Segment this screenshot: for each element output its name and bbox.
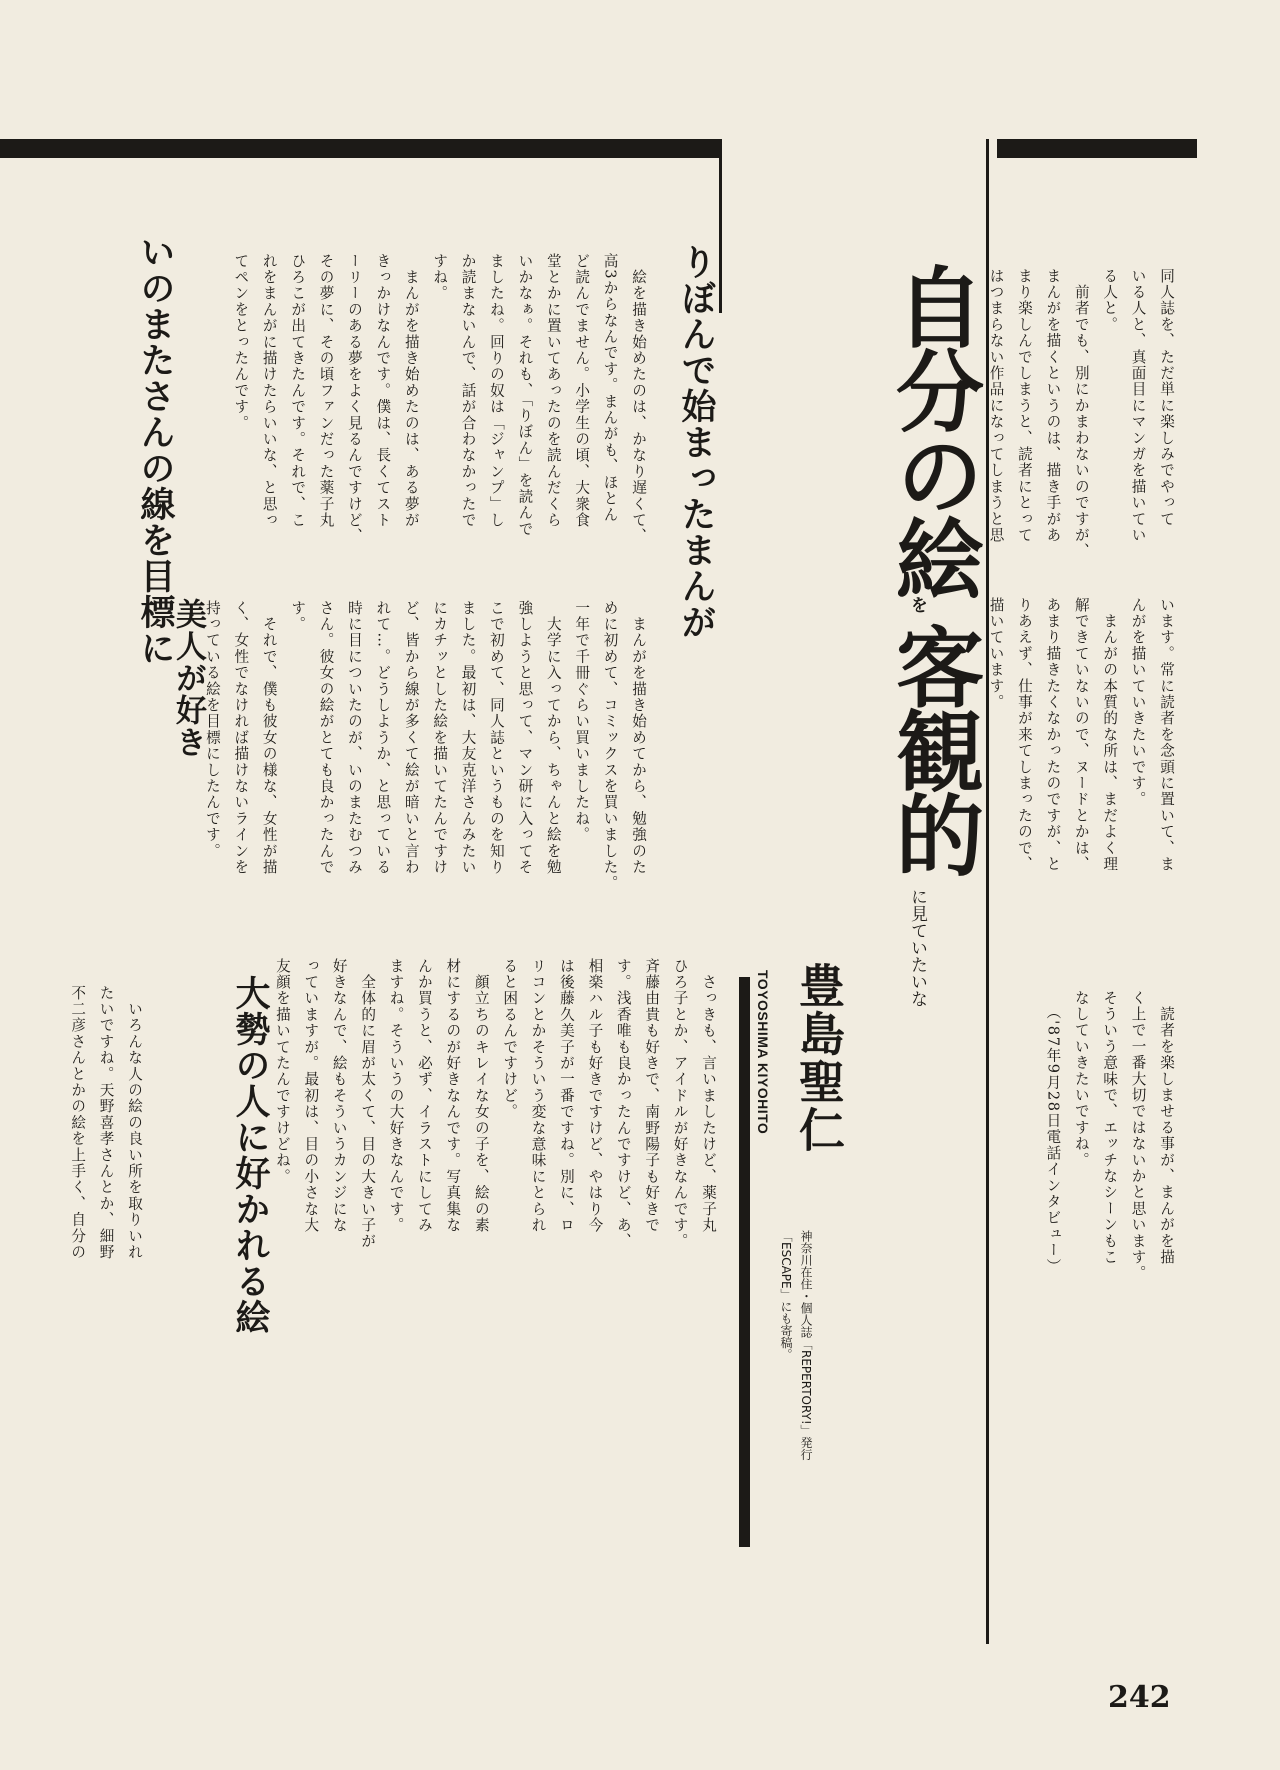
left-lower-b-line: 不二彦さんとかの絵を上手く、自分の xyxy=(69,985,87,1261)
left-lower-a-line: 斉藤由貴も好きで、南野陽子も好きで xyxy=(643,958,661,1234)
left-upper-b-line: ど、皆から線が多くて絵が暗いと言わ xyxy=(402,600,420,876)
left-upper-a-line: か読まないんで、話が合わなかったで xyxy=(459,253,477,529)
left-upper-a-line: きっかけなんです。僕は、長くてスト xyxy=(374,253,392,529)
left-upper-a-line: ど読んでません。小学生の頃、大衆食 xyxy=(573,253,591,529)
left-upper-b-line: 強しようと思って、マン研に入ってそ xyxy=(516,600,534,876)
left-lower-a-line: んか買うと、必ず、イラストにしてみ xyxy=(415,958,433,1234)
left-lower-a-line: 相楽ハル子も好きですけど、やはり今 xyxy=(586,958,604,1234)
right-middle-line: まんがの本質的な所は、まだよく理 xyxy=(1101,597,1119,873)
right-upper-line: 前者でも、別にかまわないのですが、 xyxy=(1072,268,1090,560)
left-lower-b-line: たいですね。天野喜孝さんとか、細野 xyxy=(97,985,115,1261)
right-middle-line: りあえず、仕事が来てしまったので、 xyxy=(1015,597,1033,873)
left-upper-b-line: 持っている絵を目標にしたんです。 xyxy=(203,600,221,860)
left-upper-b-line: 一年で千冊ぐらい買いましたね。 xyxy=(573,600,591,843)
left-lower-a-line: は後藤久美子が一番ですね。別に、ロ xyxy=(557,958,575,1234)
left-lower-a-line: 材にするのが好きなんです。写真集な xyxy=(444,958,462,1234)
right-upper-line: る人と。 xyxy=(1101,268,1119,333)
right-upper-line: まり楽しんでしまうと、読者にとって xyxy=(1015,268,1033,544)
main-title-part1: 自分の絵 xyxy=(882,262,985,598)
left-upper-a-line: 絵を描き始めたのは、かなり遅くて、 xyxy=(630,253,647,545)
left-upper-b-line: さん。彼女の絵がとても良かったんで xyxy=(317,600,335,876)
left-upper-a-line: ましたね。回りの奴は「ジャンプ」し xyxy=(487,253,505,529)
left-upper-text-b xyxy=(198,600,653,918)
top-rule-left xyxy=(0,139,722,158)
left-upper-a-line: まんがを描き始めたのは、ある夢が xyxy=(402,253,420,529)
left-upper-a-line: 高3からなんです。まんがも、ほとん xyxy=(601,253,619,524)
right-upper-text xyxy=(981,268,1180,573)
heading-taisei: 大勢の人に好かれる絵 xyxy=(230,975,270,1335)
left-lower-a-line: さっきも、言いましたけど、薬子丸 xyxy=(700,958,717,1234)
left-upper-b-line: それで、僕も彼女の様な、女性が描 xyxy=(260,600,278,876)
right-middle-line: んがを描いていきたいです。 xyxy=(1129,597,1147,808)
main-title-particle: を xyxy=(907,596,927,613)
author-name: 豊島聖仁 xyxy=(792,962,846,1154)
right-lower-line: く上で一番大切ではないかと思います。 xyxy=(1129,990,1147,1282)
left-lower-a-line: 顔立ちのキレイな女の子を、絵の素 xyxy=(472,958,490,1234)
left-lower-a-line: っていますが。最初は、目の小さな大 xyxy=(302,958,320,1234)
right-lower-line: 読者を楽しませる事が、まんがを描 xyxy=(1158,990,1175,1266)
left-upper-b-line: れて…。どうしようか、と思っている xyxy=(374,600,392,876)
main-title-suffix: に見ていたいな xyxy=(907,888,927,1007)
left-upper-b-line: めに初めて、コミックスを買いました。 xyxy=(601,600,619,892)
left-lower-a-line: ると困るんですけど。 xyxy=(501,958,519,1120)
main-title-part2: 客観的 xyxy=(882,622,985,874)
right-middle-line: あまり描きたくなかったのですが、と xyxy=(1044,597,1062,873)
heading-bijin: 美人が好き xyxy=(170,598,206,758)
left-lower-a-line: ひろ子とか、アイドルが好きなんです。 xyxy=(671,958,689,1250)
left-upper-b-line: にカチッとした絵を描いてたんですけ xyxy=(431,600,449,876)
heading-inomata: いのまたさんの線を目標に xyxy=(135,234,175,666)
left-lower-text-b xyxy=(63,985,148,1305)
right-upper-line: いる人と、真面目にマンガを描いてい xyxy=(1129,268,1147,544)
heading-ribon: りぼんで始まったまんが xyxy=(676,244,716,640)
left-upper-a-line: ひろこが出てきたんです。それで、こ xyxy=(289,253,307,529)
left-lower-a-line: 全体的に眉が太くて、目の大きい子が xyxy=(359,958,377,1250)
left-lower-text-a xyxy=(268,958,723,1278)
left-upper-a-line: 堂とかに置いてあったのを読んだくら xyxy=(544,253,562,529)
right-upper-line: 同人誌を、ただ単に楽しみでやって xyxy=(1158,268,1175,528)
right-upper-line: まんがを描くというのは、描き手があ xyxy=(1044,268,1062,544)
right-middle-line: います。常に読者を念頭に置いて、ま xyxy=(1158,597,1175,873)
left-upper-a-line: いかなぁ。それも、「りぼん」を読んで xyxy=(516,253,534,538)
left-lower-a-line: ますね。そういうの大好きなんです。 xyxy=(387,958,405,1234)
title-underbar xyxy=(739,977,750,1547)
left-upper-b-line: 大学に入ってから、ちゃんと絵を勉 xyxy=(544,600,562,876)
right-middle-line: 描いています。 xyxy=(987,597,1005,711)
left-lower-a-line: リコンとかそういう変な意味にとられ xyxy=(529,958,547,1234)
left-lower-a-line: す。浅香唯も良かったんですけど、あ、 xyxy=(614,958,632,1250)
top-rule-right xyxy=(997,139,1197,158)
left-upper-b-line: く、女性でなければ描けないラインを xyxy=(232,600,250,876)
right-lower-line: なしていきたいですね。 xyxy=(1072,990,1090,1169)
left-lower-a-line: 好きなんで、絵もそういうカンジにな xyxy=(330,958,348,1234)
left-upper-a-line: その夢に、その頃ファンだった薬子丸 xyxy=(317,253,335,529)
right-upper-line: はつまらない作品になってしまうと思 xyxy=(987,268,1005,544)
left-lower-b-line: いろんな人の絵の良い所を取りいれ xyxy=(126,985,143,1261)
author-romaji: TOYOSHIMA KIYOHITO xyxy=(755,970,771,1135)
left-upper-b-line: 時に目についたのが、いのまたむつみ xyxy=(345,600,363,876)
author-note-contributor: 「ESCAPE」にも寄稿。 xyxy=(779,1230,793,1361)
left-upper-a-line: すね。 xyxy=(431,253,449,302)
left-upper-a-line: れをまんがに描けたらいいな、と思っ xyxy=(260,253,278,529)
right-lower-line: （'87年9月28日電話インタビュー） xyxy=(1044,1004,1062,1275)
left-upper-b-line: まんがを描き始めてから、勉強のた xyxy=(630,600,647,876)
left-upper-a-line: ーリーのある夢をよく見るんですけど、 xyxy=(345,253,363,545)
left-lower-a-line: 友顔を描いてたんですけどね。 xyxy=(273,958,291,1185)
right-lower-line: そういう意味で、エッチなシーンもこ xyxy=(1101,990,1119,1266)
left-upper-a-line: てペンをとったんです。 xyxy=(232,253,250,432)
right-middle-line: 解できていないので、ヌードとかは、 xyxy=(1072,597,1090,873)
right-middle-text xyxy=(981,597,1180,902)
page-number: 242 xyxy=(1108,1680,1171,1715)
right-lower-text xyxy=(1038,990,1180,1295)
left-upper-b-line: こで初めて、同人誌というものを知り xyxy=(487,600,505,876)
author-note-publisher: 神奈川在住・個人誌「REPERTORY!」発行 xyxy=(799,1230,813,1461)
left-upper-b-line: ました。最初は、大友克洋さんみたい xyxy=(459,600,477,876)
left-upper-text-a xyxy=(226,253,652,563)
left-upper-b-line: す。 xyxy=(289,600,307,633)
